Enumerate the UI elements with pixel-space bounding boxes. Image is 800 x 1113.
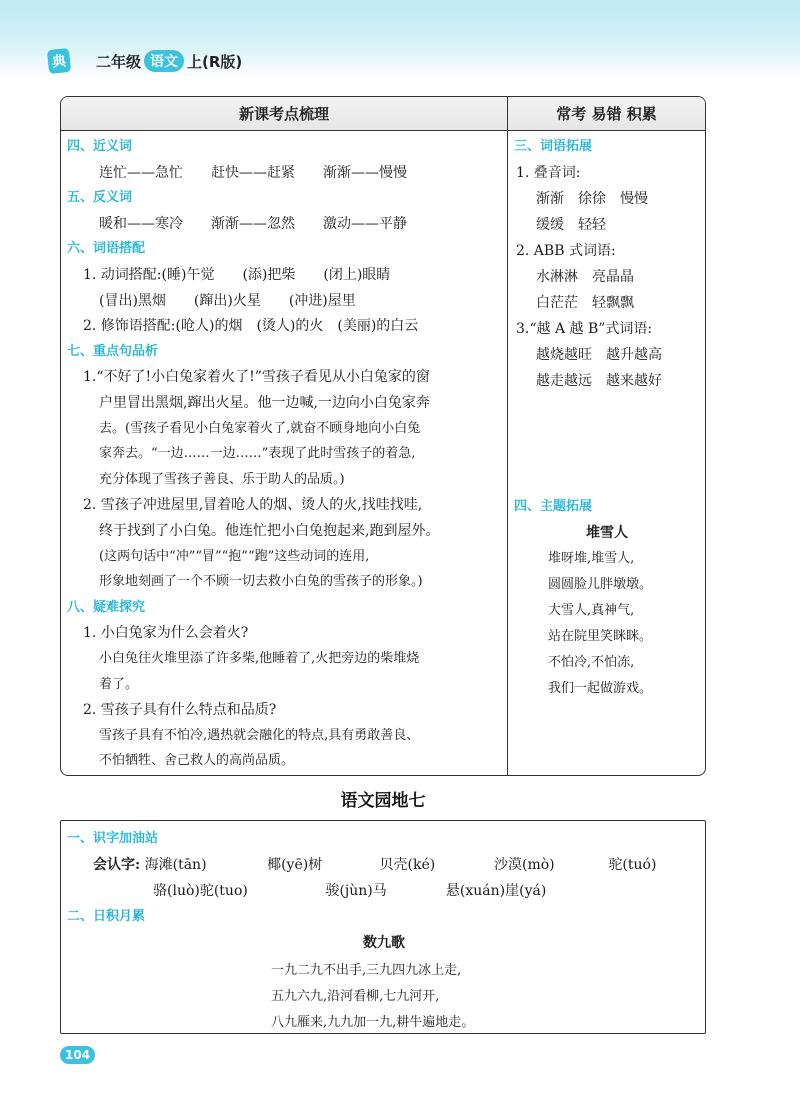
section-heading: 七、重点句品析 xyxy=(67,343,159,359)
content-line: 1.“不好了!小白兔家着火了!”雪孩子看见从小白兔家的窗 xyxy=(83,369,430,386)
vocab-word: 驼(tuó) xyxy=(608,857,657,873)
vocab-word: 悬(xuán)崖(yá) xyxy=(445,883,547,899)
section-heading: 五、反义词 xyxy=(67,190,133,206)
page-header xyxy=(48,48,242,74)
poem-line: 八九雁来,九九加一九,耕牛遍地走。 xyxy=(271,1015,475,1030)
vocab-row xyxy=(153,879,546,903)
left-column-title: 新课考点梳理 xyxy=(61,97,507,131)
poem-title: 数九歌 xyxy=(363,935,405,951)
vocab-word: 椰(yē)树 xyxy=(267,857,323,873)
content-line: 2. 雪孩子冲进屋里,冒着呛人的烟、烫人的火,找哇找哇, xyxy=(83,497,423,514)
poem-line: 五九六九,沿河看柳,七九河开, xyxy=(271,989,440,1004)
logo-mark: 典 xyxy=(47,48,71,74)
content-line: 白茫茫 轻飘飘 xyxy=(536,295,634,311)
content-line: 终于找到了小白兔。他连忙把小白兔抱起来,跑到屋外。 xyxy=(99,523,440,539)
garden-box xyxy=(60,820,706,1034)
right-column xyxy=(507,97,705,775)
content-line: 雪孩子具有不怕冷,遇热就会融化的特点,具有勇敢善良、 xyxy=(99,727,420,743)
section-heading: 八、疑难探究 xyxy=(67,599,146,615)
page-number: 104 xyxy=(60,1046,95,1064)
vocab-word: 骏(jùn)马 xyxy=(325,883,387,899)
content-line: 缓缓 轻轻 xyxy=(536,217,606,233)
vocab-row xyxy=(93,853,656,877)
content-line: 形象地刻画了一个不顾一切去救小白兔的雪孩子的形象。) xyxy=(99,574,423,590)
content-line: 水淋淋 亮晶晶 xyxy=(536,269,634,285)
vocab-word: 海滩(tān) xyxy=(144,857,207,873)
section-heading: 二、日积月累 xyxy=(67,909,146,924)
content-line: 2. 雪孩子具有什么特点和品质? xyxy=(83,702,277,719)
content-line: 大雪人,真神气, xyxy=(548,603,635,618)
grade-label: 二年级 xyxy=(96,52,142,71)
content-line: 我们一起做游戏。 xyxy=(548,681,653,696)
content-line: 1. 叠音词: xyxy=(516,165,581,181)
section-heading: 四、主题拓展 xyxy=(514,499,593,514)
poem-title: 堆雪人 xyxy=(586,525,628,541)
edition-label: 上(R版) xyxy=(187,52,243,71)
vocab-word: 骆(luò)驼(tuo) xyxy=(153,883,248,899)
content-line: 2. ABB 式词语: xyxy=(516,243,616,259)
section-heading: 三、词语拓展 xyxy=(514,139,593,154)
content-line: 1. 动词搭配:(睡)午觉 (添)把柴 (闭上)眼睛 xyxy=(83,267,391,283)
content-line: 家奔去。“一边……一边……”表现了此时雪孩子的着急, xyxy=(99,446,416,462)
content-line: 去。(雪孩子看见小白兔家着火了,就奋不顾身地向小白兔 xyxy=(99,420,421,436)
knowledge-box xyxy=(60,96,706,776)
left-column xyxy=(61,97,507,775)
right-column-title: 常考 易错 积累 xyxy=(508,97,705,131)
vocab-word: 沙漠(mò) xyxy=(493,857,555,873)
content-line: 小白兔往火堆里添了许多柴,他睡着了,火把旁边的柴堆烧 xyxy=(99,651,420,666)
content-line: 渐渐 徐徐 慢慢 xyxy=(536,191,648,207)
content-line: 暖和——寒冷 渐渐——忽然 激动——平静 xyxy=(99,215,407,232)
content-line: 2. 修饰语搭配:(呛人)的烟 (烫人)的火 (美丽)的白云 xyxy=(83,318,419,335)
vocab-word: 贝壳(ké) xyxy=(379,857,436,873)
content-line: 站在院里笑眯眯。 xyxy=(548,629,653,644)
content-line: (冒出)黑烟 (蹿出)火星 (冲进)屋里 xyxy=(99,292,356,309)
poem-line: 一九二九不出手,三九四九冰上走, xyxy=(271,963,462,978)
section-title: 语文园地七 xyxy=(340,791,426,811)
vocab-label: 会认字: xyxy=(93,857,141,873)
subject-badge: 语文 xyxy=(144,50,184,72)
content-line: 着了。 xyxy=(99,676,139,692)
content-line: 户里冒出黑烟,蹿出火星。他一边喊,一边向小白兔家奔 xyxy=(99,395,430,411)
content-line: 不怕冷,不怕冻, xyxy=(548,655,635,670)
content-line: 圆圆脸儿胖墩墩。 xyxy=(548,577,653,592)
section-heading: 四、近义词 xyxy=(67,139,133,154)
content-line: 充分体现了雪孩子善良、乐于助人的品质。) xyxy=(99,471,345,487)
section-heading: 六、词语搭配 xyxy=(67,241,146,257)
content-line: 连忙——急忙 赶快——赶紧 渐渐——慢慢 xyxy=(99,164,407,181)
content-line: 越烧越旺 越升越高 xyxy=(536,347,662,363)
content-line: 堆呀堆,堆雪人, xyxy=(548,551,635,566)
content-line: 不怕牺牲、舍己救人的高尚品质。 xyxy=(99,753,295,769)
content-line: 越走越远 越来越好 xyxy=(536,373,662,389)
content-line: 3.“越 A 越 B”式词语: xyxy=(516,321,653,337)
content-line: (这两句话中“冲”“冒”“抱”“跑”这些动词的连用, xyxy=(99,548,370,564)
section-heading: 一、识字加油站 xyxy=(67,831,159,846)
series-logo xyxy=(48,48,96,74)
content-line: 1. 小白兔家为什么会着火? xyxy=(83,625,249,642)
